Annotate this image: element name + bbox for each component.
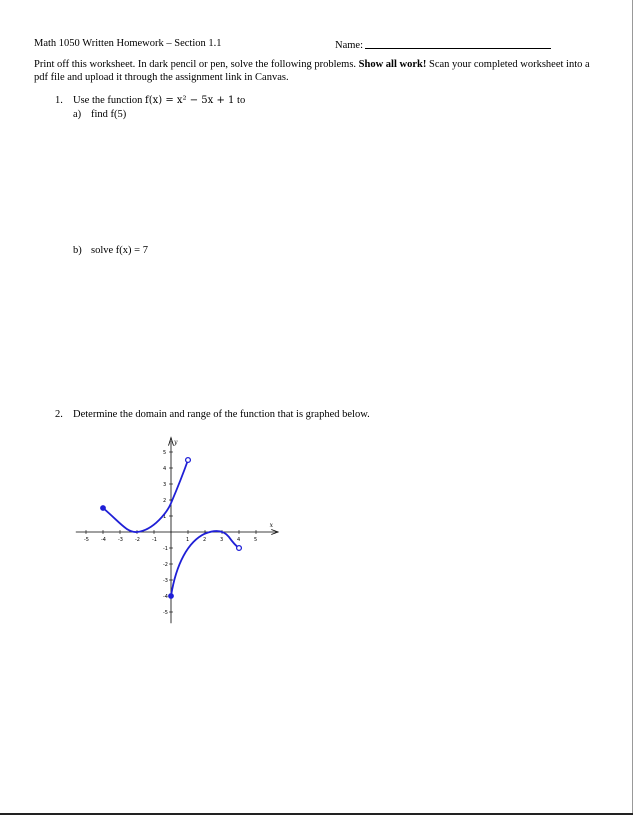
x-tick-label: -4 (101, 537, 106, 543)
x-tick-label: -2 (135, 537, 140, 543)
problem-1b-text: solve f(x) = 7 (91, 245, 148, 256)
problem-2-prompt: Determine the domain and range of the function that is graphed below. (73, 409, 370, 420)
instructions-text-1: Print off this worksheet. In dark pencil or pen, solve the following problems. (34, 59, 359, 70)
x-tick-label: 5 (254, 537, 258, 543)
problem-1-prompt-prefix: Use the function (73, 95, 146, 106)
problem-2-number: 2. (55, 409, 63, 420)
x-tick-label: -5 (84, 537, 89, 543)
name-field (335, 38, 551, 51)
x-tick-label: -1 (152, 537, 157, 543)
y-axis-label: y (174, 439, 178, 446)
y-tick-label: -3 (163, 578, 168, 584)
y-tick-label: 5 (163, 450, 167, 456)
problem-1b-label: b) (73, 245, 82, 256)
name-label: Name: (335, 40, 363, 51)
problem-1-number: 1. (55, 95, 63, 106)
y-tick-label: 2 (163, 498, 167, 504)
open-endpoint-top (186, 458, 191, 463)
closed-endpoint-bottom (169, 594, 174, 599)
y-tick-label: 3 (163, 482, 167, 488)
open-endpoint-right (237, 546, 242, 551)
y-tick-label: -1 (163, 546, 168, 552)
function-graph (60, 432, 290, 627)
x-tick-label: -3 (118, 537, 123, 543)
y-tick-label: 1 (163, 514, 167, 520)
instructions-bold: Show all work! (358, 59, 427, 70)
problem-1a-text: find f(5) (91, 109, 127, 120)
closed-endpoint-left (101, 506, 106, 511)
graph-left-branch (103, 460, 188, 532)
name-blank-line (365, 38, 551, 49)
x-axis-label: x (269, 522, 273, 529)
instructions (34, 58, 594, 84)
x-tick-label: 3 (220, 537, 224, 543)
problem-1-function: f(x) = x² − 5x + 1 (145, 95, 235, 106)
x-tick-label: 2 (203, 537, 207, 543)
course-title: Math 1050 Written Homework – Section 1.1 (34, 38, 222, 49)
y-tick-label: -2 (163, 562, 168, 568)
y-tick-label: -4 (163, 594, 168, 600)
x-tick-label: 4 (237, 537, 241, 543)
instructions-text-2: Scan your completed worksheet into a pdf file and upload it through the assignment link in Canvas. (34, 59, 590, 83)
problem-1-prompt-suffix: to (234, 95, 246, 106)
problem-1-prompt (73, 95, 245, 106)
y-tick-label: 4 (163, 466, 167, 472)
problem-1a-label: a) (73, 109, 82, 120)
y-tick-label: -5 (163, 610, 168, 616)
x-tick-label: 1 (186, 537, 190, 543)
